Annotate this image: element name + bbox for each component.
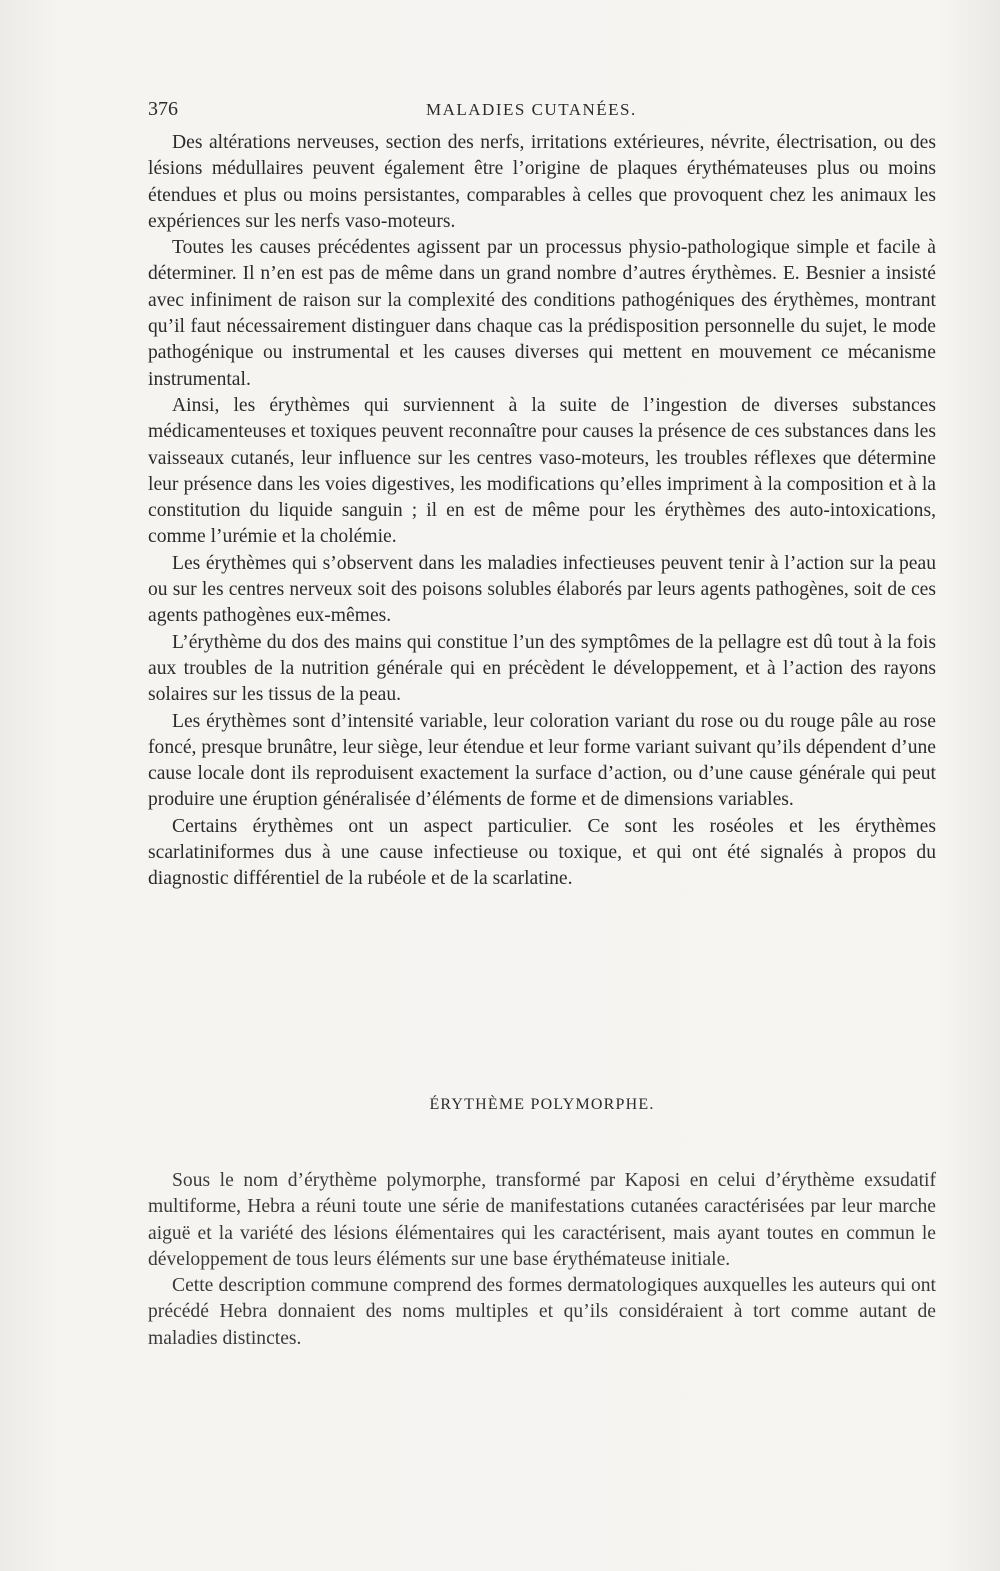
body-text-section-2 bbox=[148, 1168, 936, 1352]
paragraph: Cette description commune comprend des formes dermatologiques auxquelles les auteurs qui ont précédé Hebra donnaient des noms multiples et qu’ils considéraient à tort comme autant de maladies distinctes. bbox=[148, 1275, 936, 1349]
body-text-section-1 bbox=[148, 130, 936, 893]
paragraph: L’érythème du dos des mains qui constitue l’un des symptômes de la pellagre est dû tout à la fois aux troubles de la nutrition générale qui en précèdent le développement, et à l’action des rayons solaires sur les tissus de la peau. bbox=[148, 631, 936, 706]
page-number: 376 bbox=[148, 98, 178, 120]
paragraph: Les érythèmes sont d’intensité variable, leur coloration variant du rose ou du rouge pâle au rose foncé, presque brunâtre, leur siège, leur étendue et leur forme variant suivant qu’ils dépendent d’une cause locale dont ils reproduisent exactement la surface d’action, ou d’une cause générale qui peut produire une éruption généralisée d’éléments de forme et de dimensions variables. bbox=[148, 710, 936, 811]
paragraph: Certains érythèmes ont un aspect particulier. Ce sont les roséoles et les érythèmes scarlatiniformes dus à une cause infectieuse ou toxique, et qui ont été signalés à propos du diagnostic différentiel de la rubéole et de la scarlatine. bbox=[148, 815, 936, 890]
paragraph: Sous le nom d’érythème polymorphe, transformé par Kaposi en celui d’érythème exsudatif multiforme, Hebra a réuni toute une série de manifestations cutanées caractérisées par leur marche aiguë et la variété des lésions élémentaires qui les caractérisent, mais ayant toutes en commun le développement de tous leurs éléments sur une base érythémateuse initiale. bbox=[148, 1170, 936, 1270]
paragraph: Toutes les causes précédentes agissent par un processus physio-pathologique simple et facile à déterminer. Il n’en est pas de même dans un grand nombre d’autres érythèmes. E. Besnier a insisté avec infiniment de raison sur la complexité des conditions pathogéniques des érythèmes, montrant qu’il faut nécessairement distinguer dans chaque cas la prédisposition personnelle du sujet, le mode pathogénique ou instrumental et les causes diverses qui mettent en mouvement ce mécanisme instrumental. bbox=[148, 237, 936, 390]
section-heading: ÉRYTHÈME POLYMORPHE. bbox=[429, 1096, 655, 1113]
paragraph: Ainsi, les érythèmes qui surviennent à la suite de l’ingestion de diverses substances médicamenteuses et toxiques peuvent reconnaître pour causes la présence de ces substances dans les vaisseaux cutanés, leur influence sur les centres vaso-moteurs, les troubles réflexes que détermine leur présence dans les voies digestives, les modifications qu’elles impriment à la composition et à la constitution du liquide sanguin ; il en est de même pour les érythèmes des auto-intoxications, comme l’urémie et la cholémie. bbox=[148, 394, 936, 548]
running-title: MALADIES CUTANÉES. bbox=[426, 100, 637, 119]
paragraph: Des altérations nerveuses, section des nerfs, irritations extérieures, névrite, électrisation, ou des lésions médullaires peuvent également être l’origine de plaques érythémateuses plus ou moins étendues et plus ou moins persistantes, comparables à celles que provoquent chez les animaux les expériences sur les nerfs vaso-moteurs. bbox=[148, 132, 936, 232]
paragraph: Les érythèmes qui s’observent dans les maladies infectieuses peuvent tenir à l’action sur la peau ou sur les centres nerveux soit des poisons solubles élaborés par leurs agents pathogènes, soit de ces agents pathogènes eux-mêmes. bbox=[148, 552, 936, 627]
page-header bbox=[148, 98, 936, 126]
